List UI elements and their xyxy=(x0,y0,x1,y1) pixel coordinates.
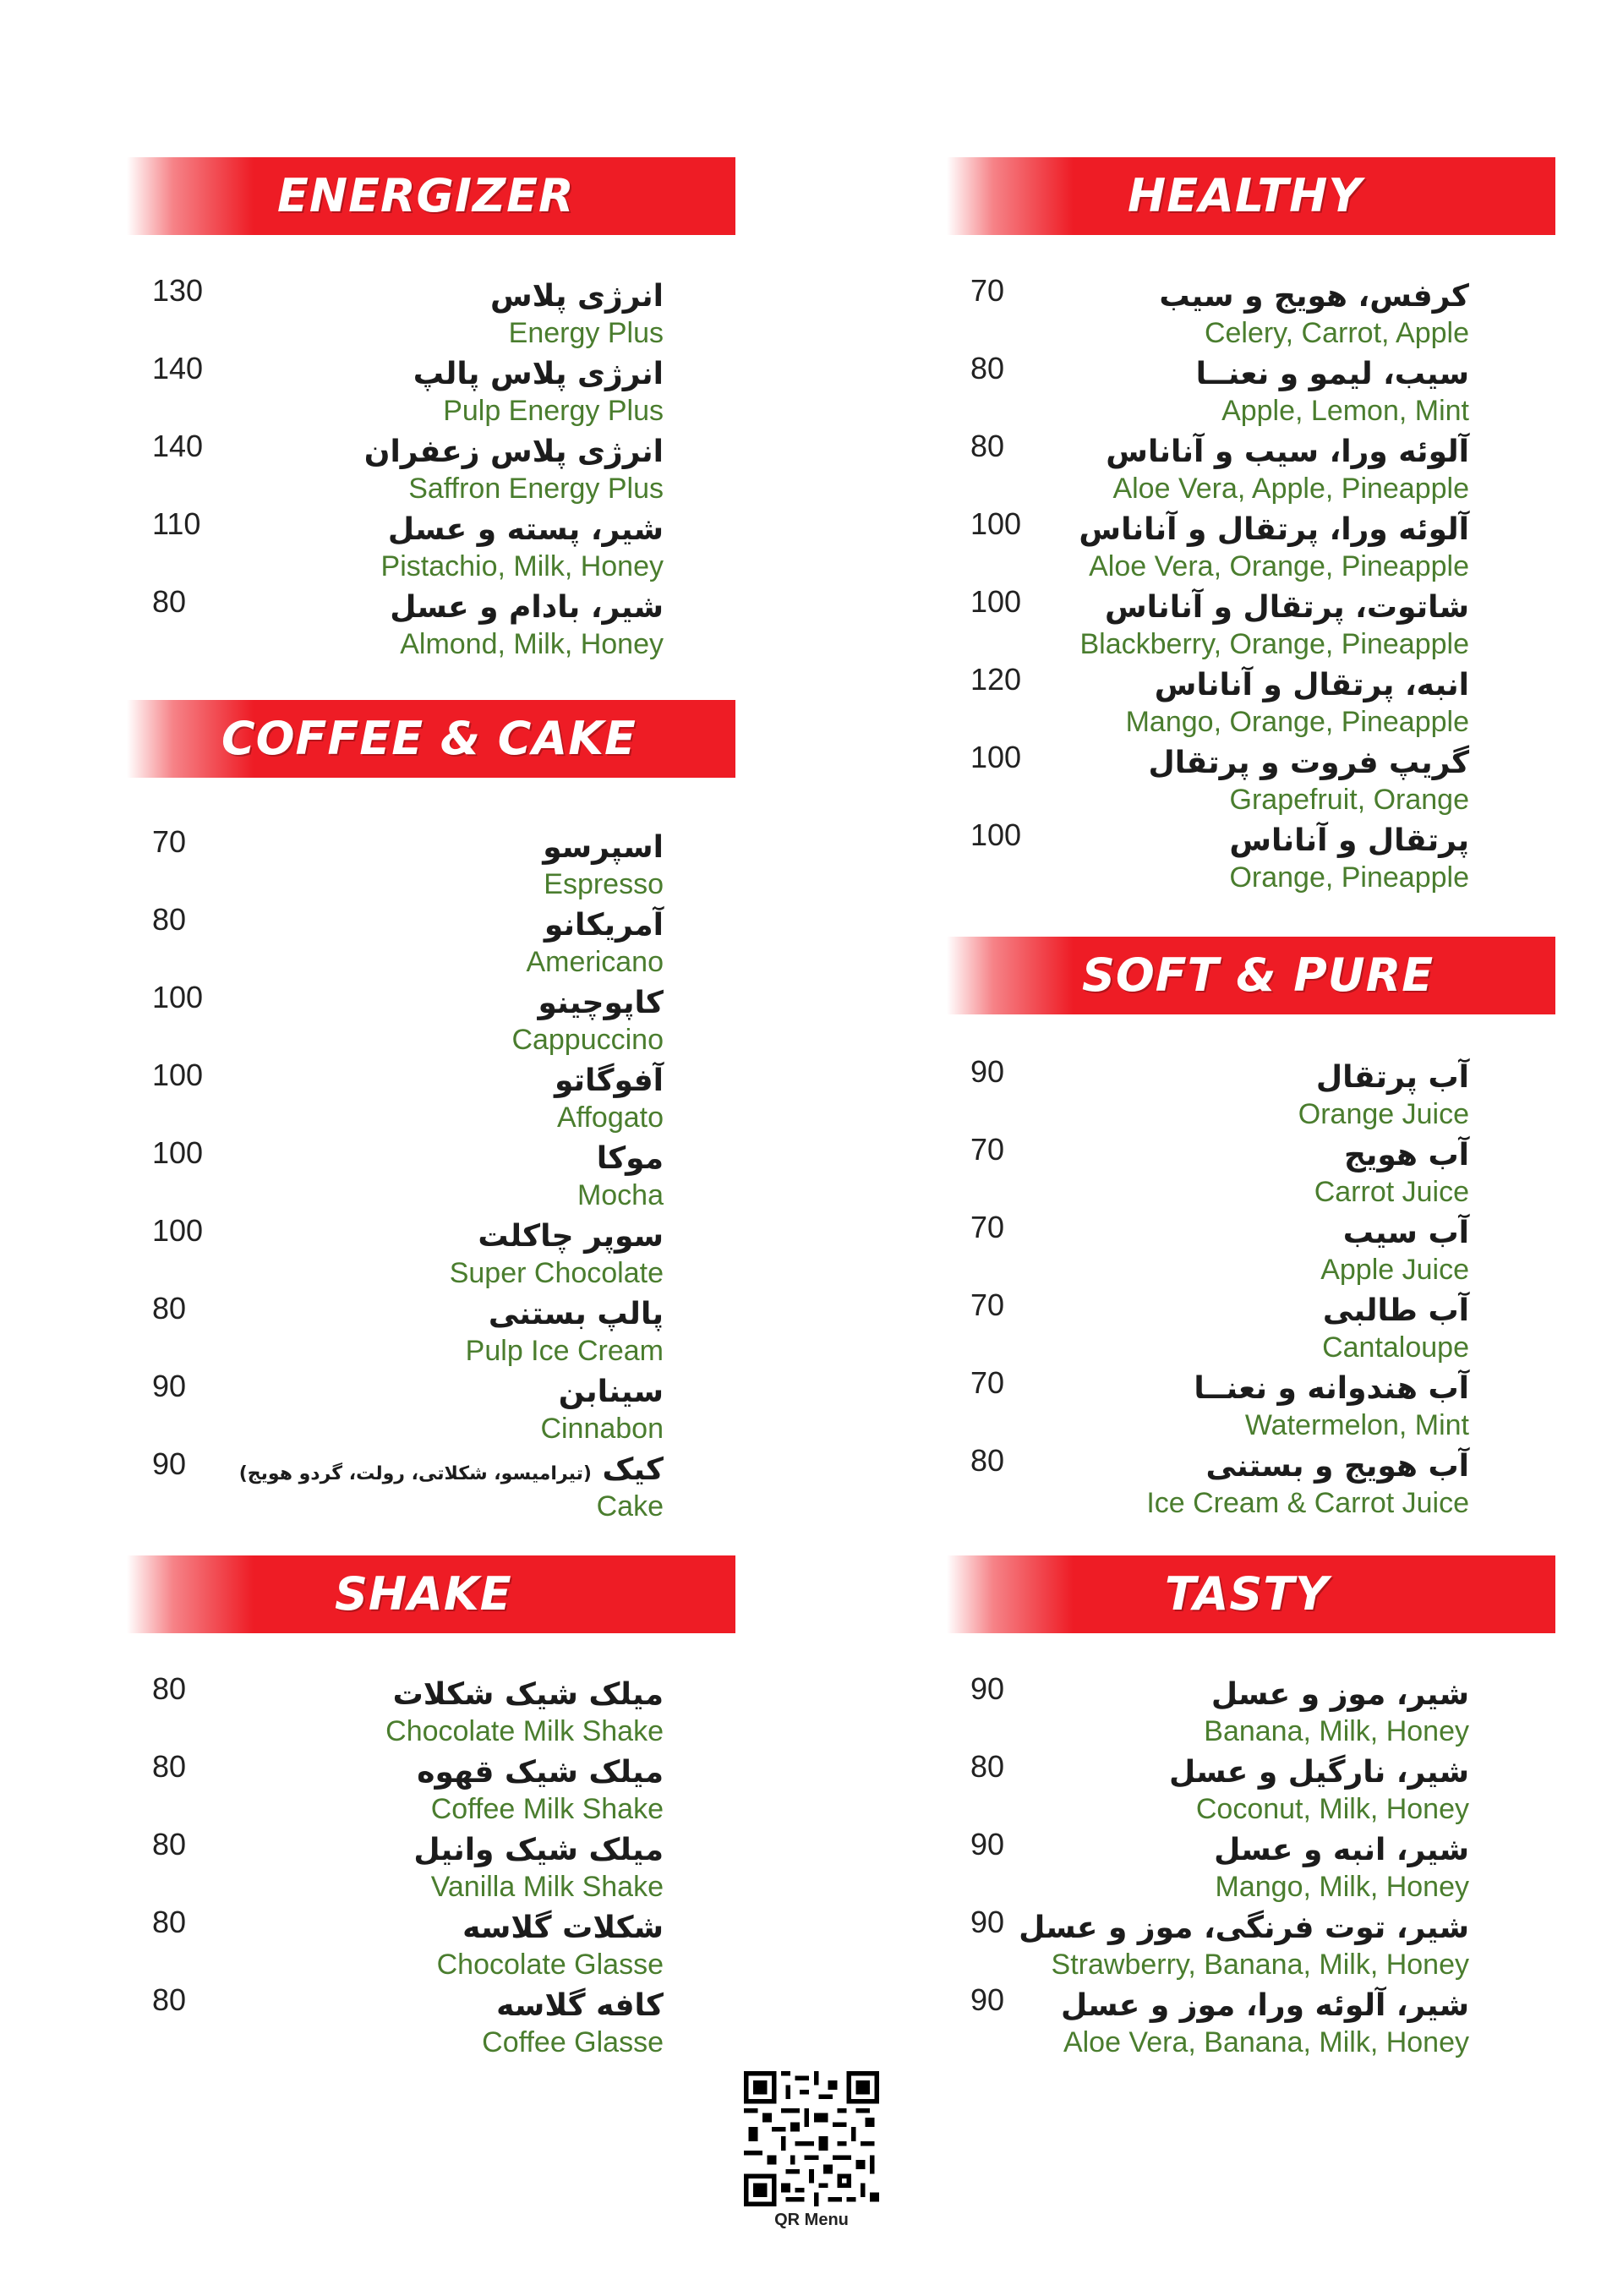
item-name-fa: شیر، انبه و عسل xyxy=(1214,1833,1469,1867)
item-price: 70 xyxy=(970,1132,1005,1167)
item-price: 80 xyxy=(152,1671,187,1706)
item-name-en: Energy Plus xyxy=(508,317,664,349)
item-price: 80 xyxy=(970,351,1005,385)
item-price: 80 xyxy=(152,1905,187,1939)
item-name-fa: شیر، موز و عسل xyxy=(1210,1677,1469,1712)
item-price: 70 xyxy=(970,1365,1005,1400)
item-name-fa: آب سیب xyxy=(1342,1216,1469,1250)
menu-item xyxy=(152,1446,664,1522)
menu-item xyxy=(152,1290,664,1366)
item-name-en: Chocolate Milk Shake xyxy=(385,1715,664,1747)
item-price: 80 xyxy=(152,1749,187,1784)
item-name-en: Coconut, Milk, Honey xyxy=(1195,1793,1469,1825)
healthy-banner xyxy=(947,157,1555,235)
item-name-en: Americano xyxy=(526,946,664,978)
item-name-en: Orange Juice xyxy=(1298,1098,1469,1130)
item-name-fa: پرتقال و آناناس xyxy=(1229,823,1469,858)
menu-item xyxy=(970,661,1469,737)
item-name-fa: کرفس، هویج و سیب xyxy=(1159,279,1469,314)
item-price: 80 xyxy=(152,1982,187,2017)
item-price: 70 xyxy=(970,273,1005,308)
item-price: 80 xyxy=(152,584,187,619)
menu-item xyxy=(152,1670,664,1747)
menu-item xyxy=(970,506,1469,582)
item-name-fa: شاتوت، پرتقال و آناناس xyxy=(1104,590,1469,625)
item-name-fa: سوپر چاکلت xyxy=(478,1219,664,1254)
item-name-fa: اسپرسو xyxy=(543,830,664,865)
item-price: 70 xyxy=(970,1287,1005,1322)
item-name-en: Mango, Orange, Pineapple xyxy=(1125,706,1469,738)
energizer-title: ENERGIZER xyxy=(277,169,575,222)
item-name-en: Coffee Glasse xyxy=(482,2026,664,2058)
soft-banner xyxy=(947,937,1555,1014)
item-name-fa: سینابن xyxy=(558,1375,664,1409)
menu-item xyxy=(152,272,664,348)
item-name-fa: آفوگاتو xyxy=(554,1063,664,1098)
soft-title: SOFT & PURE xyxy=(1082,948,1434,1002)
item-name-fa: آب طالبی xyxy=(1322,1293,1469,1328)
menu-item xyxy=(970,1442,1469,1518)
item-name-en: Mango, Milk, Honey xyxy=(1215,1871,1469,1903)
item-name-fa: انرژی پلاس زعفران xyxy=(363,435,664,469)
menu-item xyxy=(970,1904,1469,1980)
item-price: 90 xyxy=(970,1982,1005,2017)
item-price: 80 xyxy=(970,429,1005,463)
item-name-en: Aloe Vera, Apple, Pineapple xyxy=(1112,473,1469,505)
item-name-fa: آمریکانو xyxy=(544,908,664,943)
item-name-fa: انرژی پلاس xyxy=(489,279,664,314)
menu-item xyxy=(152,1748,664,1824)
item-price: 100 xyxy=(970,584,1022,619)
item-name-en: Pistachio, Milk, Honey xyxy=(380,550,664,582)
menu-item xyxy=(970,272,1469,348)
item-name-en: Cappuccino xyxy=(511,1024,664,1056)
item-name-fa: شیر، نارگیل و عسل xyxy=(1168,1755,1469,1790)
item-name-fa: میلک شیک وانیل xyxy=(413,1833,664,1867)
item-name-en: Almond, Milk, Honey xyxy=(400,628,664,660)
item-price: 90 xyxy=(970,1905,1005,1939)
item-price: 100 xyxy=(970,817,1022,852)
item-name-en: Saffron Energy Plus xyxy=(408,473,664,505)
menu-item xyxy=(152,350,664,426)
menu-item xyxy=(970,350,1469,426)
qr-label: QR Menu xyxy=(774,2211,849,2229)
item-name-fa: موکا xyxy=(596,1141,664,1176)
item-name-en: Chocolate Glasse xyxy=(436,1949,664,1981)
menu-item xyxy=(152,823,664,899)
menu-item xyxy=(152,1982,664,2058)
item-name-fa: میلک شیک قهوه xyxy=(417,1755,664,1790)
menu-item xyxy=(152,1368,664,1444)
item-name-fa: کیک xyxy=(602,1452,664,1487)
item-name-en: Ice Cream & Carrot Juice xyxy=(1146,1487,1469,1519)
item-price: 90 xyxy=(970,1827,1005,1861)
shake-title: SHAKE xyxy=(335,1567,512,1621)
menu-item xyxy=(152,428,664,504)
menu-item xyxy=(152,1212,664,1288)
item-name-fa: شیر، آلوئه ورا، موز و عسل xyxy=(1060,1988,1469,2023)
item-name-fa: آب هندوانه و نعنــا xyxy=(1194,1371,1469,1406)
item-note-fa: (تیرامیسو، شکلاتی، رولت، گردو هویج) xyxy=(238,1463,592,1484)
item-name-fa: شیر، توت فرنگی، موز و عسل xyxy=(1019,1911,1469,1945)
item-name-en: Cinnabon xyxy=(540,1413,664,1445)
item-name-en: Aloe Vera, Orange, Pineapple xyxy=(1089,550,1469,582)
item-price: 100 xyxy=(970,506,1022,541)
coffee-banner xyxy=(127,700,735,778)
healthy-title: HEALTHY xyxy=(1128,169,1363,222)
menu-item xyxy=(970,1131,1469,1207)
item-price: 90 xyxy=(970,1671,1005,1706)
menu-item xyxy=(152,583,664,659)
item-price: 80 xyxy=(970,1749,1005,1784)
item-name-en: Watermelon, Mint xyxy=(1244,1409,1469,1441)
item-price: 90 xyxy=(152,1369,187,1403)
item-name-fa: انبه، پرتقال و آناناس xyxy=(1154,668,1469,702)
item-price: 80 xyxy=(152,1827,187,1861)
item-name-en: Blackberry, Orange, Pineapple xyxy=(1079,628,1469,660)
item-name-fa: آلوئه ورا، پرتقال و آناناس xyxy=(1079,512,1469,547)
menu-item xyxy=(152,1904,664,1980)
menu-item xyxy=(970,1826,1469,1902)
tasty-banner xyxy=(947,1555,1555,1633)
item-price: 100 xyxy=(152,980,204,1014)
menu-item xyxy=(970,428,1469,504)
item-name-en: Orange, Pineapple xyxy=(1229,861,1469,894)
coffee-title: COFFEE & CAKE xyxy=(221,712,637,765)
item-name-fa: شیر، بادام و عسل xyxy=(390,590,664,625)
item-price: 110 xyxy=(152,506,201,541)
item-name-en: Pulp Ice Cream xyxy=(465,1335,664,1367)
menu-item xyxy=(970,1209,1469,1285)
item-name-en: Mocha xyxy=(577,1179,664,1211)
item-name-fa: آلوئه ورا، سیب و آناناس xyxy=(1106,435,1469,469)
item-name-fa: شیر، پسته و عسل xyxy=(387,512,664,547)
menu-item xyxy=(970,1287,1469,1363)
item-price: 70 xyxy=(152,824,187,859)
item-name-fa: آب هویج xyxy=(1343,1138,1469,1173)
item-name-fa: انرژی پلاس پالپ xyxy=(413,357,664,391)
item-name-en: Cake xyxy=(596,1490,664,1522)
item-name-en: Carrot Juice xyxy=(1314,1176,1469,1208)
item-price: 140 xyxy=(152,429,204,463)
item-name-en: Strawberry, Banana, Milk, Honey xyxy=(1051,1949,1469,1981)
item-name-fa: کاپوچینو xyxy=(538,986,664,1020)
item-name-en: Aloe Vera, Banana, Milk, Honey xyxy=(1063,2026,1469,2058)
shake-banner xyxy=(127,1555,735,1633)
qr-code-icon[interactable] xyxy=(744,2071,879,2206)
item-price: 80 xyxy=(152,902,187,937)
menu-item xyxy=(970,739,1469,815)
item-name-en: Vanilla Milk Shake xyxy=(430,1871,664,1903)
menu-item xyxy=(152,1134,664,1211)
item-name-fa: پالپ بستنی xyxy=(488,1297,664,1331)
item-name-en: Celery, Carrot, Apple xyxy=(1204,317,1469,349)
item-price: 90 xyxy=(152,1446,187,1481)
menu-item xyxy=(970,1670,1469,1747)
menu-item xyxy=(970,817,1469,893)
energizer-banner xyxy=(127,157,735,235)
item-name-en: Cantaloupe xyxy=(1322,1331,1469,1364)
menu-item xyxy=(970,1982,1469,2058)
item-name-en: Affogato xyxy=(556,1102,664,1134)
item-name-en: Coffee Milk Shake xyxy=(430,1793,664,1825)
item-price: 70 xyxy=(970,1210,1005,1244)
menu-item xyxy=(152,1057,664,1133)
item-price: 100 xyxy=(152,1135,204,1170)
item-price: 80 xyxy=(152,1291,187,1326)
item-price: 100 xyxy=(152,1213,204,1248)
menu-item xyxy=(970,583,1469,659)
item-name-fa: کافه گلاسه xyxy=(496,1988,664,2023)
item-price: 80 xyxy=(970,1443,1005,1478)
item-name-en: Espresso xyxy=(544,868,664,900)
item-price: 120 xyxy=(970,662,1022,697)
item-name-fa: آب پرتقال xyxy=(1315,1060,1469,1095)
item-name-fa: آب هویج و بستنی xyxy=(1205,1449,1469,1484)
item-name-en: Apple, Lemon, Mint xyxy=(1221,395,1469,427)
item-name-en: Grapefruit, Orange xyxy=(1229,784,1469,816)
item-name-fa: سیب، لیمو و نعنــا xyxy=(1195,357,1469,391)
item-name-en: Apple Juice xyxy=(1320,1254,1469,1286)
menu-item xyxy=(152,979,664,1055)
item-name-fa-cake xyxy=(239,1451,664,1494)
item-name-en: Pulp Energy Plus xyxy=(443,395,664,427)
item-price: 130 xyxy=(152,273,204,308)
item-name-en: Banana, Milk, Honey xyxy=(1204,1715,1469,1747)
menu-item xyxy=(152,1826,664,1902)
menu-item xyxy=(970,1053,1469,1129)
menu-item xyxy=(970,1364,1469,1440)
item-name-fa: شکلات گلاسه xyxy=(462,1911,664,1945)
item-price: 100 xyxy=(970,740,1022,774)
menu-item xyxy=(152,901,664,977)
menu-item xyxy=(970,1748,1469,1824)
tasty-title: TASTY xyxy=(1165,1567,1330,1621)
item-name-en: Super Chocolate xyxy=(449,1257,664,1289)
item-name-fa: گریپ فروت و پرتقال xyxy=(1148,746,1469,780)
menu-item xyxy=(152,506,664,582)
item-name-fa: میلک شیک شکلات xyxy=(392,1677,664,1712)
item-price: 140 xyxy=(152,351,204,385)
item-price: 90 xyxy=(970,1054,1005,1089)
item-price: 100 xyxy=(152,1058,204,1092)
